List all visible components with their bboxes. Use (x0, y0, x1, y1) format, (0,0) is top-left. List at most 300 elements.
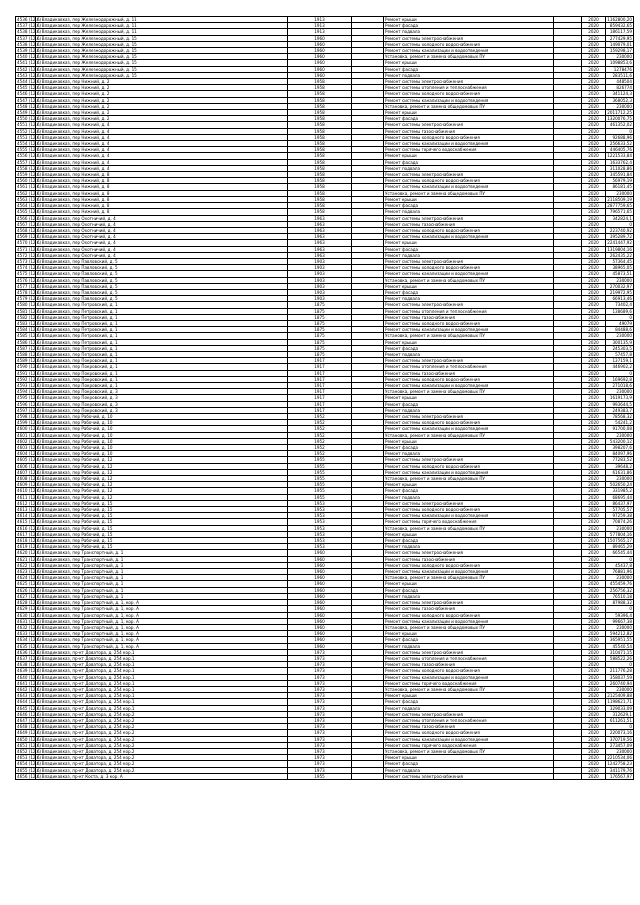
row-number-cell: 4550 (12.6) (17, 116, 42, 122)
cost-cell: 0 (606, 128, 634, 134)
cost-cell: 256756,32 (606, 587, 634, 593)
row-number-cell: 4562 (12.6) (17, 190, 42, 196)
address-cell: г. Владикавказ, пер Охотничий, д. 4 (36, 221, 288, 227)
work-type-cell: Ремонт системы канализации и водоотведения (384, 569, 554, 575)
build-year-cell: 1973 (288, 724, 352, 730)
cost-cell: 54241,2 (606, 420, 634, 426)
work-type-cell: Ремонт подвала (384, 643, 554, 649)
cost-cell: 2210534,06 (607, 755, 632, 761)
period-cell: 2020 (582, 358, 606, 364)
address-cell: г. Владикавказ, пер Нижний, д. 4 (36, 153, 288, 159)
build-year-cell: 1952 (288, 414, 352, 420)
period-cell: 2020 (582, 686, 606, 692)
cost-cell: 230000 (606, 575, 634, 581)
row-number-cell: 4604 (12.6) (17, 451, 42, 457)
work-type-cell: Ремонт системы горячего водоснабжения (384, 147, 554, 153)
period-cell: 2020 (582, 674, 606, 680)
work-type-cell: Установка, ремонт и замена общедомовых ПУ (384, 54, 554, 60)
build-year-cell: 1960 (288, 60, 352, 66)
work-type-cell: Ремонт фасада (384, 289, 554, 295)
period-cell: 2020 (582, 730, 606, 736)
row-number-cell: 4545 (12.6) (17, 85, 42, 91)
work-type-cell: Ремонт системы отопления и теплоснабжения (384, 85, 554, 91)
build-year-cell: 1875 (288, 327, 352, 333)
address-cell: г. Владикавказ, пер Рабочий, д. 10 (36, 414, 288, 420)
work-type-cell: Ремонт фасада (384, 159, 554, 165)
address-cell: г. Владикавказ, пер Нижний, д. 8 (36, 178, 288, 184)
period-cell: 2020 (582, 457, 606, 463)
address-cell: г. Владикавказ, пер Железнодорожный, д. 11 (36, 17, 288, 23)
build-year-cell: 1952 (288, 432, 352, 438)
cost-cell: 341124,3 (606, 91, 634, 97)
period-cell: 2020 (582, 680, 606, 686)
cost-cell: 358037,59 (606, 674, 634, 680)
build-year-cell: 1955 (288, 773, 352, 779)
cost-cell: 45437,8 (606, 562, 634, 568)
build-year-cell: 1973 (288, 649, 352, 655)
work-type-cell: Ремонт системы холодного водоснабжения (384, 178, 554, 184)
period-cell: 2020 (582, 488, 606, 494)
work-type-cell: Ремонт системы электроснабжения (384, 457, 554, 463)
address-cell: г. Владикавказ, пер Транспортный, д. 1 (36, 593, 288, 599)
period-cell: 2020 (582, 761, 606, 767)
build-year-cell: 1960 (288, 587, 352, 593)
cost-cell: 230000 (606, 54, 634, 60)
work-type-cell: Установка, ремонт и замена общедомовых ПУ (384, 624, 554, 630)
cost-cell: 97259,38 (606, 513, 634, 519)
address-cell: г. Владикавказ, пер Покровский, д. 1 (36, 364, 288, 370)
work-type-cell: Ремонт фасада (384, 445, 554, 451)
period-cell: 2020 (582, 122, 606, 128)
cost-cell: 223740,92 (606, 227, 634, 233)
cost-cell: 594212,82 (606, 631, 634, 637)
period-cell: 2020 (582, 699, 606, 705)
build-year-cell: 1955 (288, 494, 352, 500)
build-year-cell: 1960 (288, 600, 352, 606)
row-number-cell: 4640 (12.6) (17, 674, 42, 680)
address-cell: г. Владикавказ, пер Павловский, д. 5 (36, 265, 288, 271)
cost-cell: 230000 (606, 389, 634, 395)
period-cell: 2020 (582, 550, 606, 556)
work-type-cell: Ремонт фасада (384, 66, 554, 72)
cost-cell: 57364,45 (606, 258, 634, 264)
cost-cell: 461352,02 (606, 122, 634, 128)
build-year-cell: 1958 (288, 159, 352, 165)
work-type-cell: Установка, ремонт и замена общедомовых ПУ (384, 333, 554, 339)
build-year-cell: 1952 (288, 451, 352, 457)
cost-cell: 312629,1 (606, 711, 634, 717)
period-cell: 2020 (582, 240, 606, 246)
address-cell: г. Владикавказ, пр-кт Доватора, д. 254 кор.2 (36, 717, 288, 723)
cost-cell: 2118509,19 (607, 196, 632, 202)
address-cell: г. Владикавказ, пер Покровский, д. 1 (36, 376, 288, 382)
period-cell: 2020 (582, 234, 606, 240)
row-number-cell: 4549 (12.6) (17, 110, 42, 116)
work-type-cell: Ремонт фасада (384, 538, 554, 544)
address-cell: г. Владикавказ, пер Нижний, д. 8 (36, 209, 288, 215)
work-type-cell: Ремонт системы газоснабжения (384, 556, 554, 562)
cost-cell: 448504 (606, 79, 634, 85)
address-cell: г. Владикавказ, пер Транспортный, д. 1, кор. А (36, 637, 288, 643)
build-year-cell: 1960 (288, 575, 352, 581)
period-cell: 2020 (582, 221, 606, 227)
cost-cell: 249383,7 (606, 407, 634, 413)
period-cell: 2020 (582, 190, 606, 196)
address-cell: г. Владикавказ, пер Петровский, д. 1 (36, 333, 288, 339)
address-cell: г. Владикавказ, пер Железнодорожный, д. 15 (36, 54, 288, 60)
work-type-cell: Ремонт крыши (384, 110, 554, 116)
work-type-cell: Ремонт системы газоснабжения (384, 314, 554, 320)
row-number-cell: 4560 (12.6) (17, 178, 42, 184)
period-cell: 2020 (582, 544, 606, 550)
address-cell: г. Владикавказ, пер Покровский, д. 3 (36, 407, 288, 413)
period-cell: 2020 (582, 258, 606, 264)
cost-cell: 2241447,92 (607, 240, 632, 246)
row-number-cell: 4608 (12.6) (17, 476, 42, 482)
period-cell: 2020 (582, 556, 606, 562)
address-cell: г. Владикавказ, пр-кт Доватора, д. 254 кор.1 (36, 662, 288, 668)
cost-cell: 230000 (606, 748, 634, 754)
cost-cell: 61631,86 (606, 469, 634, 475)
build-year-cell: 1875 (288, 308, 352, 314)
address-cell: г. Владикавказ, пер Рабочий, д. 15 (36, 519, 288, 525)
build-year-cell: 1917 (288, 382, 352, 388)
cost-cell: 395289,72 (606, 234, 634, 240)
row-number-cell: 4654 (12.6) (17, 761, 42, 767)
work-type-cell: Ремонт системы электроснабжения (384, 358, 554, 364)
cost-cell: 159298,17 (606, 48, 634, 54)
build-year-cell: 1960 (288, 606, 352, 612)
period-cell: 2020 (582, 110, 606, 116)
address-cell: г. Владикавказ, пер Железнодорожный, д. 11 (36, 29, 288, 35)
address-cell: г. Владикавказ, пер Рабочий, д. 15 (36, 507, 288, 513)
cost-cell: 176567,97 (606, 773, 634, 779)
work-type-cell: Ремонт системы газоснабжения (384, 221, 554, 227)
address-cell: г. Владикавказ, пер Нижний, д. 4 (36, 159, 288, 165)
period-cell: 2020 (582, 283, 606, 289)
address-cell: г. Владикавказ, пр-кт Доватора, д. 254 кор.2 (36, 742, 288, 748)
cost-cell: 0 (606, 370, 634, 376)
build-year-cell: 1903 (288, 271, 352, 277)
row-number-cell: 4637 (12.6) (17, 655, 42, 661)
period-cell: 2020 (582, 507, 606, 513)
build-year-cell: 1960 (288, 72, 352, 78)
period-cell: 2020 (582, 128, 606, 134)
build-year-cell: 1953 (288, 544, 352, 550)
period-cell: 2020 (582, 407, 606, 413)
row-number-cell: 4650 (12.6) (17, 736, 42, 742)
period-cell: 2020 (582, 302, 606, 308)
period-cell: 2020 (582, 289, 606, 295)
cost-cell: 0 (606, 221, 634, 227)
work-type-cell: Ремонт подвала (384, 72, 554, 78)
work-type-cell: Установка, ремонт и замена общедомовых ПУ (384, 476, 554, 482)
address-cell: г. Владикавказ, пер Железнодорожный, д. 15 (36, 72, 288, 78)
row-number-cell: 4575 (12.6) (17, 271, 42, 277)
period-cell: 2020 (582, 327, 606, 333)
address-cell: г. Владикавказ, пер Транспортный, д. 1 (36, 550, 288, 556)
address-cell: г. Владикавказ, пер Рабочий, д. 15 (36, 500, 288, 506)
period-cell: 2020 (582, 35, 606, 41)
address-cell: г. Владикавказ, пр-кт Доватора, д. 254 кор.2 (36, 730, 288, 736)
work-type-cell: Ремонт системы электроснабжения (384, 550, 554, 556)
row-number-cell: 4653 (12.6) (17, 755, 42, 761)
cost-cell: 329033,09 (606, 705, 634, 711)
period-cell: 2020 (582, 103, 606, 109)
address-cell: г. Владикавказ, пер Нижний, д. 4 (36, 165, 288, 171)
period-cell: 2020 (582, 41, 606, 47)
cost-cell: 92688,96 (606, 134, 634, 140)
period-cell: 2020 (582, 227, 606, 233)
period-cell: 2020 (582, 500, 606, 506)
cost-cell: 398207,6 (606, 445, 634, 451)
cost-cell: 310471,15 (606, 649, 634, 655)
work-type-cell: Ремонт системы канализации и водоотведения (384, 736, 554, 742)
cost-cell: 0 (606, 662, 634, 668)
work-type-cell: Ремонт системы канализации и водоотведения (384, 426, 554, 432)
row-number-cell: 4567 (12.6) (17, 221, 42, 227)
row-number-cell: 4590 (12.6) (17, 364, 42, 370)
period-cell: 2020 (582, 736, 606, 742)
build-year-cell: 1958 (288, 79, 352, 85)
cost-cell: 230000 (606, 277, 634, 283)
work-type-cell: Ремонт системы канализации и водоотведения (384, 382, 554, 388)
period-cell: 2020 (582, 72, 606, 78)
address-cell: г. Владикавказ, пр-кт Доватора, д. 254 кор.2 (36, 736, 288, 742)
work-type-cell: Ремонт крыши (384, 196, 554, 202)
row-number-cell: 4601 (12.6) (17, 432, 42, 438)
period-cell: 2020 (582, 755, 606, 761)
work-type-cell: Ремонт подвала (384, 252, 554, 258)
cost-cell: 1619173,9 (606, 395, 634, 401)
build-year-cell: 1958 (288, 172, 352, 178)
build-year-cell: 1963 (288, 252, 352, 258)
address-cell: г. Владикавказ, пер Покровский, д. 1 (36, 358, 288, 364)
work-type-cell: Ремонт системы горячего водоснабжения (384, 742, 554, 748)
row-number-cell: 4561 (12.6) (17, 184, 42, 190)
work-type-cell: Ремонт подвала (384, 209, 554, 215)
address-cell: г. Владикавказ, пр-кт Коста, д. 3 кор. А (36, 773, 288, 779)
period-cell: 2020 (582, 476, 606, 482)
period-cell: 2020 (582, 370, 606, 376)
work-type-cell: Ремонт системы холодного водоснабжения (384, 227, 554, 233)
cost-cell: 230000 (606, 686, 634, 692)
cost-cell: 57705,57 (606, 507, 634, 513)
cost-cell: 38965,05 (606, 265, 634, 271)
row-number-cell: 4541 (12.6) (17, 60, 42, 66)
period-cell: 2020 (582, 364, 606, 370)
row-number-cell: 4578 (12.6) (17, 289, 42, 295)
row-number-cell: 4555 (12.6) (17, 147, 42, 153)
row-number-cell: 4594 (12.6) (17, 389, 42, 395)
cost-cell: 230000 (606, 333, 634, 339)
work-type-cell: Ремонт системы электроснабжения (384, 172, 554, 178)
row-number-cell: 4619 (12.6) (17, 544, 42, 550)
cost-cell: 446902,2 (606, 364, 634, 370)
address-cell: г. Владикавказ, пер Рабочий, д. 12 (36, 457, 288, 463)
build-year-cell: 1953 (288, 538, 352, 544)
address-cell: г. Владикавказ, пер Рабочий, д. 10 (36, 445, 288, 451)
row-number-cell: 4656 (12.6) (17, 773, 42, 779)
build-year-cell: 1963 (288, 246, 352, 252)
cost-cell: 1633762,4 (606, 159, 634, 165)
address-cell: г. Владикавказ, пер Транспортный, д. 1 (36, 569, 288, 575)
period-cell: 2020 (582, 538, 606, 544)
row-number-cell: 4605 (12.6) (17, 457, 42, 463)
work-type-cell: Ремонт системы холодного водоснабжения (384, 134, 554, 140)
build-year-cell: 1963 (288, 234, 352, 240)
build-year-cell: 1955 (288, 482, 352, 488)
period-cell: 2020 (582, 748, 606, 754)
build-year-cell: 1953 (288, 500, 352, 506)
address-cell: г. Владикавказ, пр-кт Доватора, д. 254 кор.1 (36, 686, 288, 692)
period-cell: 2020 (582, 420, 606, 426)
row-number-cell: 4616 (12.6) (17, 525, 42, 531)
period-cell: 2020 (582, 178, 606, 184)
row-number-cell: 4569 (12.6) (17, 234, 42, 240)
address-cell: г. Владикавказ, пер Транспортный, д. 1 (36, 562, 288, 568)
build-year-cell: 1960 (288, 35, 352, 41)
build-year-cell: 1958 (288, 91, 352, 97)
build-year-cell: 1973 (288, 711, 352, 717)
row-number-cell: 4607 (12.6) (17, 469, 42, 475)
work-type-cell: Установка, ремонт и замена общедомовых ПУ (384, 748, 554, 754)
cost-cell: 370719,56 (606, 736, 634, 742)
address-cell: г. Владикавказ, пер Рабочий, д. 15 (36, 513, 288, 519)
work-type-cell: Ремонт системы канализации и водоотведения (384, 48, 554, 54)
address-cell: г. Владикавказ, пер Транспортный, д. 1 (36, 581, 288, 587)
build-year-cell: 1917 (288, 376, 352, 382)
period-cell: 2020 (582, 662, 606, 668)
cost-cell: 588522,26 (606, 655, 634, 661)
work-type-cell: Ремонт системы канализации и водоотведения (384, 674, 554, 680)
row-number-cell: 4602 (12.6) (17, 438, 42, 444)
period-cell: 2020 (582, 54, 606, 60)
row-number-cell: 4624 (12.6) (17, 575, 42, 581)
period-cell: 2020 (582, 414, 606, 420)
row-number-cell: 4591 (12.6) (17, 370, 42, 376)
cost-cell: 342824,1 (606, 215, 634, 221)
row-number-cell: 4652 (12.6) (17, 748, 42, 754)
work-type-cell: Ремонт системы канализации и водоотведения (384, 327, 554, 333)
work-type-cell: Ремонт фасада (384, 488, 554, 494)
work-type-cell: Ремонт фасада (384, 246, 554, 252)
cost-cell: 230000 (606, 103, 634, 109)
row-number-cell: 4627 (12.6) (17, 593, 42, 599)
period-cell: 2020 (582, 587, 606, 593)
build-year-cell: 1973 (288, 748, 352, 754)
cost-cell: 1221533,84 (607, 153, 632, 159)
build-year-cell: 1955 (288, 476, 352, 482)
cost-cell: 56979,19 (606, 178, 634, 184)
work-type-cell: Ремонт фасада (384, 345, 554, 351)
address-cell: г. Владикавказ, пер Рабочий, д. 15 (36, 538, 288, 544)
cost-cell: 1242758,23 (607, 761, 632, 767)
cost-cell: 169692,8 (606, 376, 634, 382)
work-type-cell: Ремонт подвала (384, 767, 554, 773)
work-type-cell: Ремонт системы электроснабжения (384, 122, 554, 128)
row-number-cell: 4606 (12.6) (17, 463, 42, 469)
period-cell: 2020 (582, 575, 606, 581)
work-type-cell: Ремонт подвала (384, 407, 554, 413)
row-number-cell: 4596 (12.6) (17, 401, 42, 407)
work-type-cell: Установка, ремонт и замена общедомовых ПУ (384, 103, 554, 109)
table-row (16, 773, 634, 779)
build-year-cell: 1955 (288, 469, 352, 475)
address-cell: г. Владикавказ, пер Рабочий, д. 12 (36, 476, 288, 482)
work-type-cell: Ремонт системы канализации и водоотведения (384, 184, 554, 190)
row-number-cell: 4633 (12.6) (17, 631, 42, 637)
address-cell: г. Владикавказ, пер Нижний, д. 4 (36, 147, 288, 153)
address-cell: г. Владикавказ, пер Охотничий, д. 4 (36, 215, 288, 221)
cost-cell: 1098853,6 (606, 60, 634, 66)
work-type-cell: Ремонт крыши (384, 581, 554, 587)
row-number-cell: 4630 (12.6) (17, 612, 42, 618)
row-number-cell: 4632 (12.6) (17, 624, 42, 630)
address-cell: г. Владикавказ, пр-кт Доватора, д. 254 кор.1 (36, 649, 288, 655)
row-number-cell: 4620 (12.6) (17, 550, 42, 556)
build-year-cell: 1917 (288, 364, 352, 370)
period-cell: 2020 (582, 401, 606, 407)
period-cell: 2020 (582, 717, 606, 723)
build-year-cell: 1903 (288, 265, 352, 271)
build-year-cell: 1903 (288, 258, 352, 264)
period-cell: 2020 (582, 655, 606, 661)
row-number-cell: 4581 (12.6) (17, 308, 42, 314)
period-cell: 2020 (582, 333, 606, 339)
cost-cell: 76881,96 (606, 569, 634, 575)
period-cell: 2020 (582, 767, 606, 773)
period-cell: 2020 (582, 600, 606, 606)
row-number-cell: 4553 (12.6) (17, 134, 42, 140)
build-year-cell: 1958 (288, 134, 352, 140)
period-cell: 2020 (582, 215, 606, 221)
cost-cell: 219972,95 (606, 289, 634, 295)
work-type-cell: Ремонт системы горячего водоснабжения (384, 680, 554, 686)
build-year-cell: 1955 (288, 488, 352, 494)
address-cell: г. Владикавказ, пер Рабочий, д. 15 (36, 544, 288, 550)
row-number-cell: 4615 (12.6) (17, 519, 42, 525)
row-number-cell: 4595 (12.6) (17, 395, 42, 401)
row-number-cell: 4559 (12.6) (17, 172, 42, 178)
work-type-cell: Ремонт подвала (384, 351, 554, 357)
period-cell: 2020 (582, 159, 606, 165)
address-cell: г. Владикавказ, пер Нижний, д. 2 (36, 91, 288, 97)
build-year-cell: 1960 (288, 637, 352, 643)
address-cell: г. Владикавказ, пер Нижний, д. 4 (36, 134, 288, 140)
work-type-cell: Ремонт системы холодного водоснабжения (384, 420, 554, 426)
capital-repair-table (15, 16, 634, 780)
work-type-cell: Ремонт крыши (384, 531, 554, 537)
cost-cell: 345591,84 (606, 172, 634, 178)
cost-cell: 1507565,17 (607, 538, 632, 544)
address-cell: г. Владикавказ, пер Охотничий, д. 4 (36, 227, 288, 233)
row-number-cell: 4610 (12.6) (17, 488, 42, 494)
row-number-cell: 4609 (12.6) (17, 482, 42, 488)
cost-cell: 1198621,71 (607, 699, 632, 705)
cost-cell: 230000 (606, 190, 634, 196)
build-year-cell: 1958 (288, 97, 352, 103)
build-year-cell: 1953 (288, 525, 352, 531)
build-year-cell: 1960 (288, 593, 352, 599)
build-year-cell: 1875 (288, 314, 352, 320)
build-year-cell: 1973 (288, 693, 352, 699)
address-cell: г. Владикавказ, пер Железнодорожный, д. 15 (36, 48, 288, 54)
address-cell: г. Владикавказ, пер Рабочий, д. 15 (36, 531, 288, 537)
address-cell: г. Владикавказ, пер Павловский, д. 5 (36, 277, 288, 283)
work-type-cell: Ремонт системы холодного водоснабжения (384, 41, 554, 47)
build-year-cell: 1958 (288, 178, 352, 184)
